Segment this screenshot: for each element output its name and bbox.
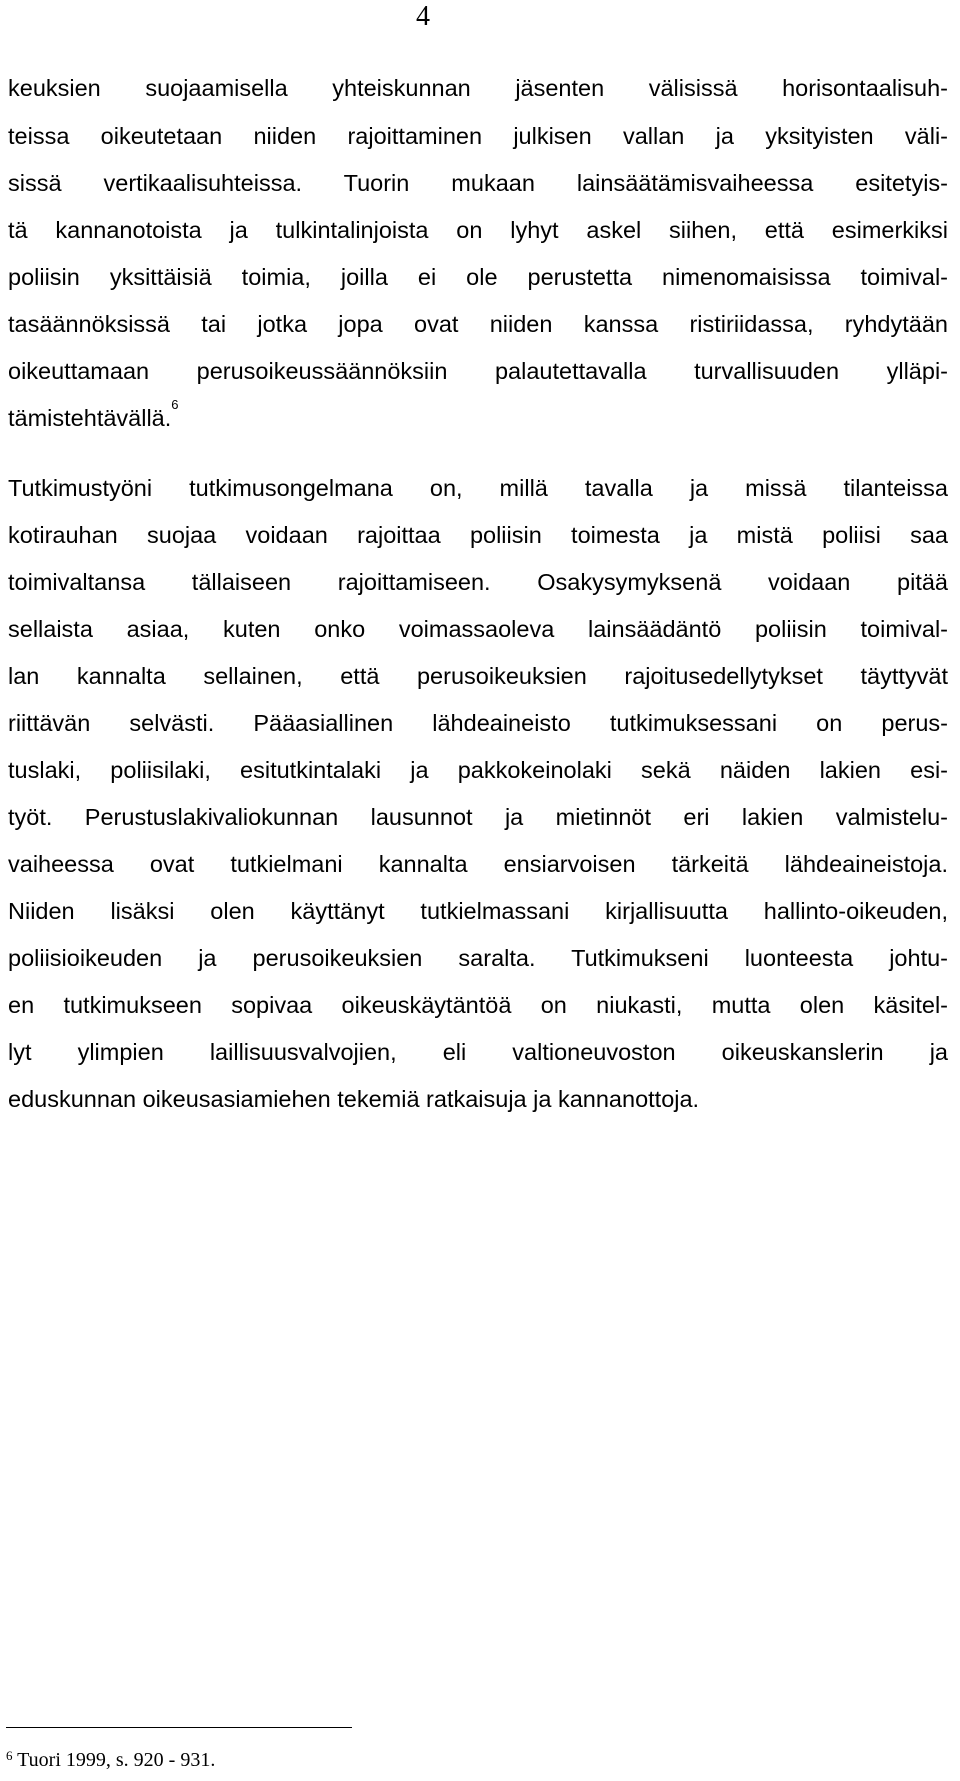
page-number: 4 xyxy=(416,1,430,32)
text-line-last xyxy=(8,397,179,433)
text-line: kotirauhan suojaa voidaan rajoittaa poliisin toimesta ja mistä poliisi saa xyxy=(8,522,948,548)
footnote xyxy=(6,1749,215,1771)
text-line: sellaista asiaa, kuten onko voimassaoleva lainsäädäntö poliisin toimival- xyxy=(8,616,948,642)
text-line: poliisioikeuden ja perusoikeuksien saralta. Tutkimukseni luonteesta johtu- xyxy=(8,945,948,971)
text-line: sissä vertikaalisuhteissa. Tuorin mukaan lainsäätämisvaiheessa esitetyis- xyxy=(8,170,948,196)
text-line: keuksien suojaamisella yhteiskunnan jäsenten välisissä horisontaalisuh- xyxy=(8,75,948,101)
text-line: työt. Perustuslakivaliokunnan lausunnot ja mietinnöt eri lakien valmistelu- xyxy=(8,804,948,830)
text-line: Niiden lisäksi olen käyttänyt tutkielmassani kirjallisuutta hallinto-oikeuden, xyxy=(8,898,948,924)
text-line: poliisin yksittäisiä toimia, joilla ei ole perustetta nimenomaisissa toimival- xyxy=(8,264,948,290)
footnote-reference[interactable]: 6 xyxy=(171,397,179,412)
text-line: oikeuttamaan perusoikeussäännöksiin palautettavalla turvallisuuden ylläpi- xyxy=(8,358,948,384)
text-line: tasäännöksissä tai jotka jopa ovat niiden kanssa ristiriidassa, ryhdytään xyxy=(8,311,948,337)
text-line: vaiheessa ovat tutkielmani kannalta ensiarvoisen tärkeitä lähdeaineistoja. xyxy=(8,851,948,877)
text-line: en tutkimukseen sopivaa oikeuskäytäntöä on niukasti, mutta olen käsitel- xyxy=(8,992,948,1018)
text-line: tä kannanotoista ja tulkintalinjoista on lyhyt askel siihen, että esimerkiksi xyxy=(8,217,948,243)
text-line: lyt ylimpien laillisuusvalvojien, eli valtioneuvoston oikeuskanslerin ja xyxy=(8,1039,948,1065)
text-line: lan kannalta sellainen, että perusoikeuksien rajoitusedellytykset täyttyvät xyxy=(8,663,948,689)
text-line-last: eduskunnan oikeusasiamiehen tekemiä ratkaisuja ja kannanottoja. xyxy=(8,1086,700,1112)
line-text: tämistehtävällä. xyxy=(8,405,172,431)
text-line: tuslaki, poliisilaki, esitutkintalaki ja pakkokeinolaki sekä näiden lakien esi- xyxy=(8,757,948,783)
text-line: teissa oikeutetaan niiden rajoittaminen julkisen vallan ja yksityisten väli- xyxy=(8,123,948,149)
footnote-text: Tuori 1999, s. 920 - 931. xyxy=(17,1749,216,1771)
footnote-number: 6 xyxy=(6,1748,13,1763)
text-line: riittävän selvästi. Pääasiallinen lähdeaineisto tutkimuksessani on perus- xyxy=(8,710,948,736)
text-line: Tutkimustyöni tutkimusongelmana on, millä tavalla ja missä tilanteissa xyxy=(8,475,948,501)
footnote-separator xyxy=(6,1727,352,1728)
text-line: toimivaltansa tällaiseen rajoittamiseen. Osakysymyksenä voidaan pitää xyxy=(8,569,948,595)
